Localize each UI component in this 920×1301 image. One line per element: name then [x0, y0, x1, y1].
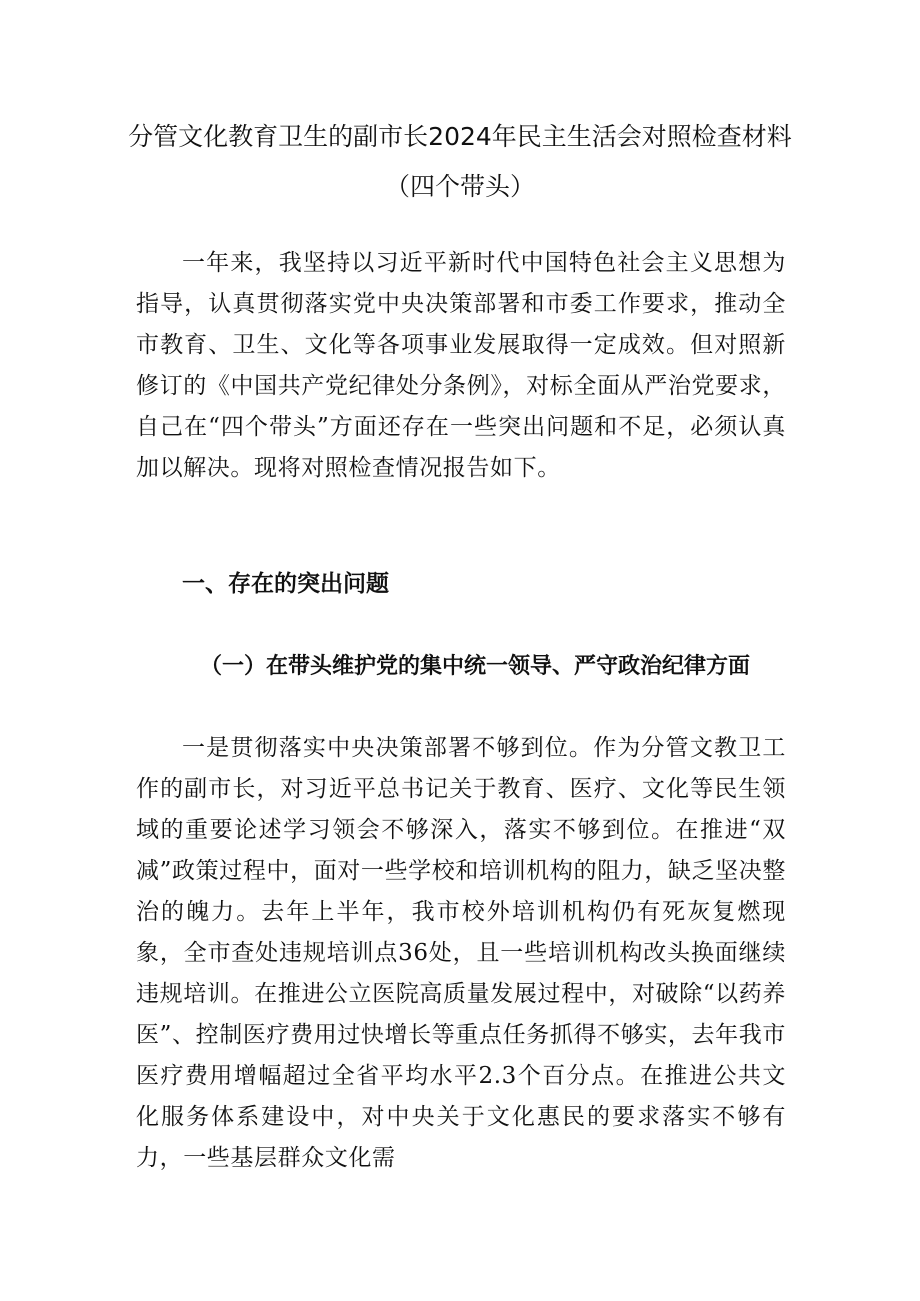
subsection-heading: （一）在带头维护党的集中统一领导、严守政治纪律方面	[200, 654, 751, 679]
section-heading: 一、存在的突出问题	[182, 571, 389, 597]
document-title: 分管文化教育卫生的副市长2024年民主生活会对照检查材料（四个带头）	[128, 122, 792, 201]
problem-paragraph: 一是贯彻落实中央决策部署不够到位。作为分管文教卫工作的副市长，对习近平总书记关于教育、医疗、文化等民生领域的重要论述学习领会不够深入，落实不够到位。在推进“双减”政策过程中，面对一些学校和培训机构的阻力，缺乏坚决整治的魄力。去年上半年，我市校外培训机构仍有死灰复燃现象，全市查处违规培训点36处，且一些培训机构改头换面继续违规培训。在推进公立医院高质量发展过程中，对破除“以药养医”、控制医疗费用过快增长等重点任务抓得不够实，去年我市医疗费用增幅超过全省平均水平2.3个百分点。在推进公共文化服务体系建设中，对中央关于文化惠民的要求落实不够有力，一些基层群众文化需	[136, 735, 786, 1171]
intro-paragraph: 一年来，我坚持以习近平新时代中国特色社会主义思想为指导，认真贯彻落实党中央决策部署和市委工作要求，推动全市教育、卫生、文化等各项事业发展取得一定成效。但对照新修订的《中国共产党纪律处分条例》，对标全面从严治党要求，自己在“四个带头”方面还存在一些突出问题和不足，必须认真加以解决。现将对照检查情况报告如下。	[136, 250, 786, 481]
